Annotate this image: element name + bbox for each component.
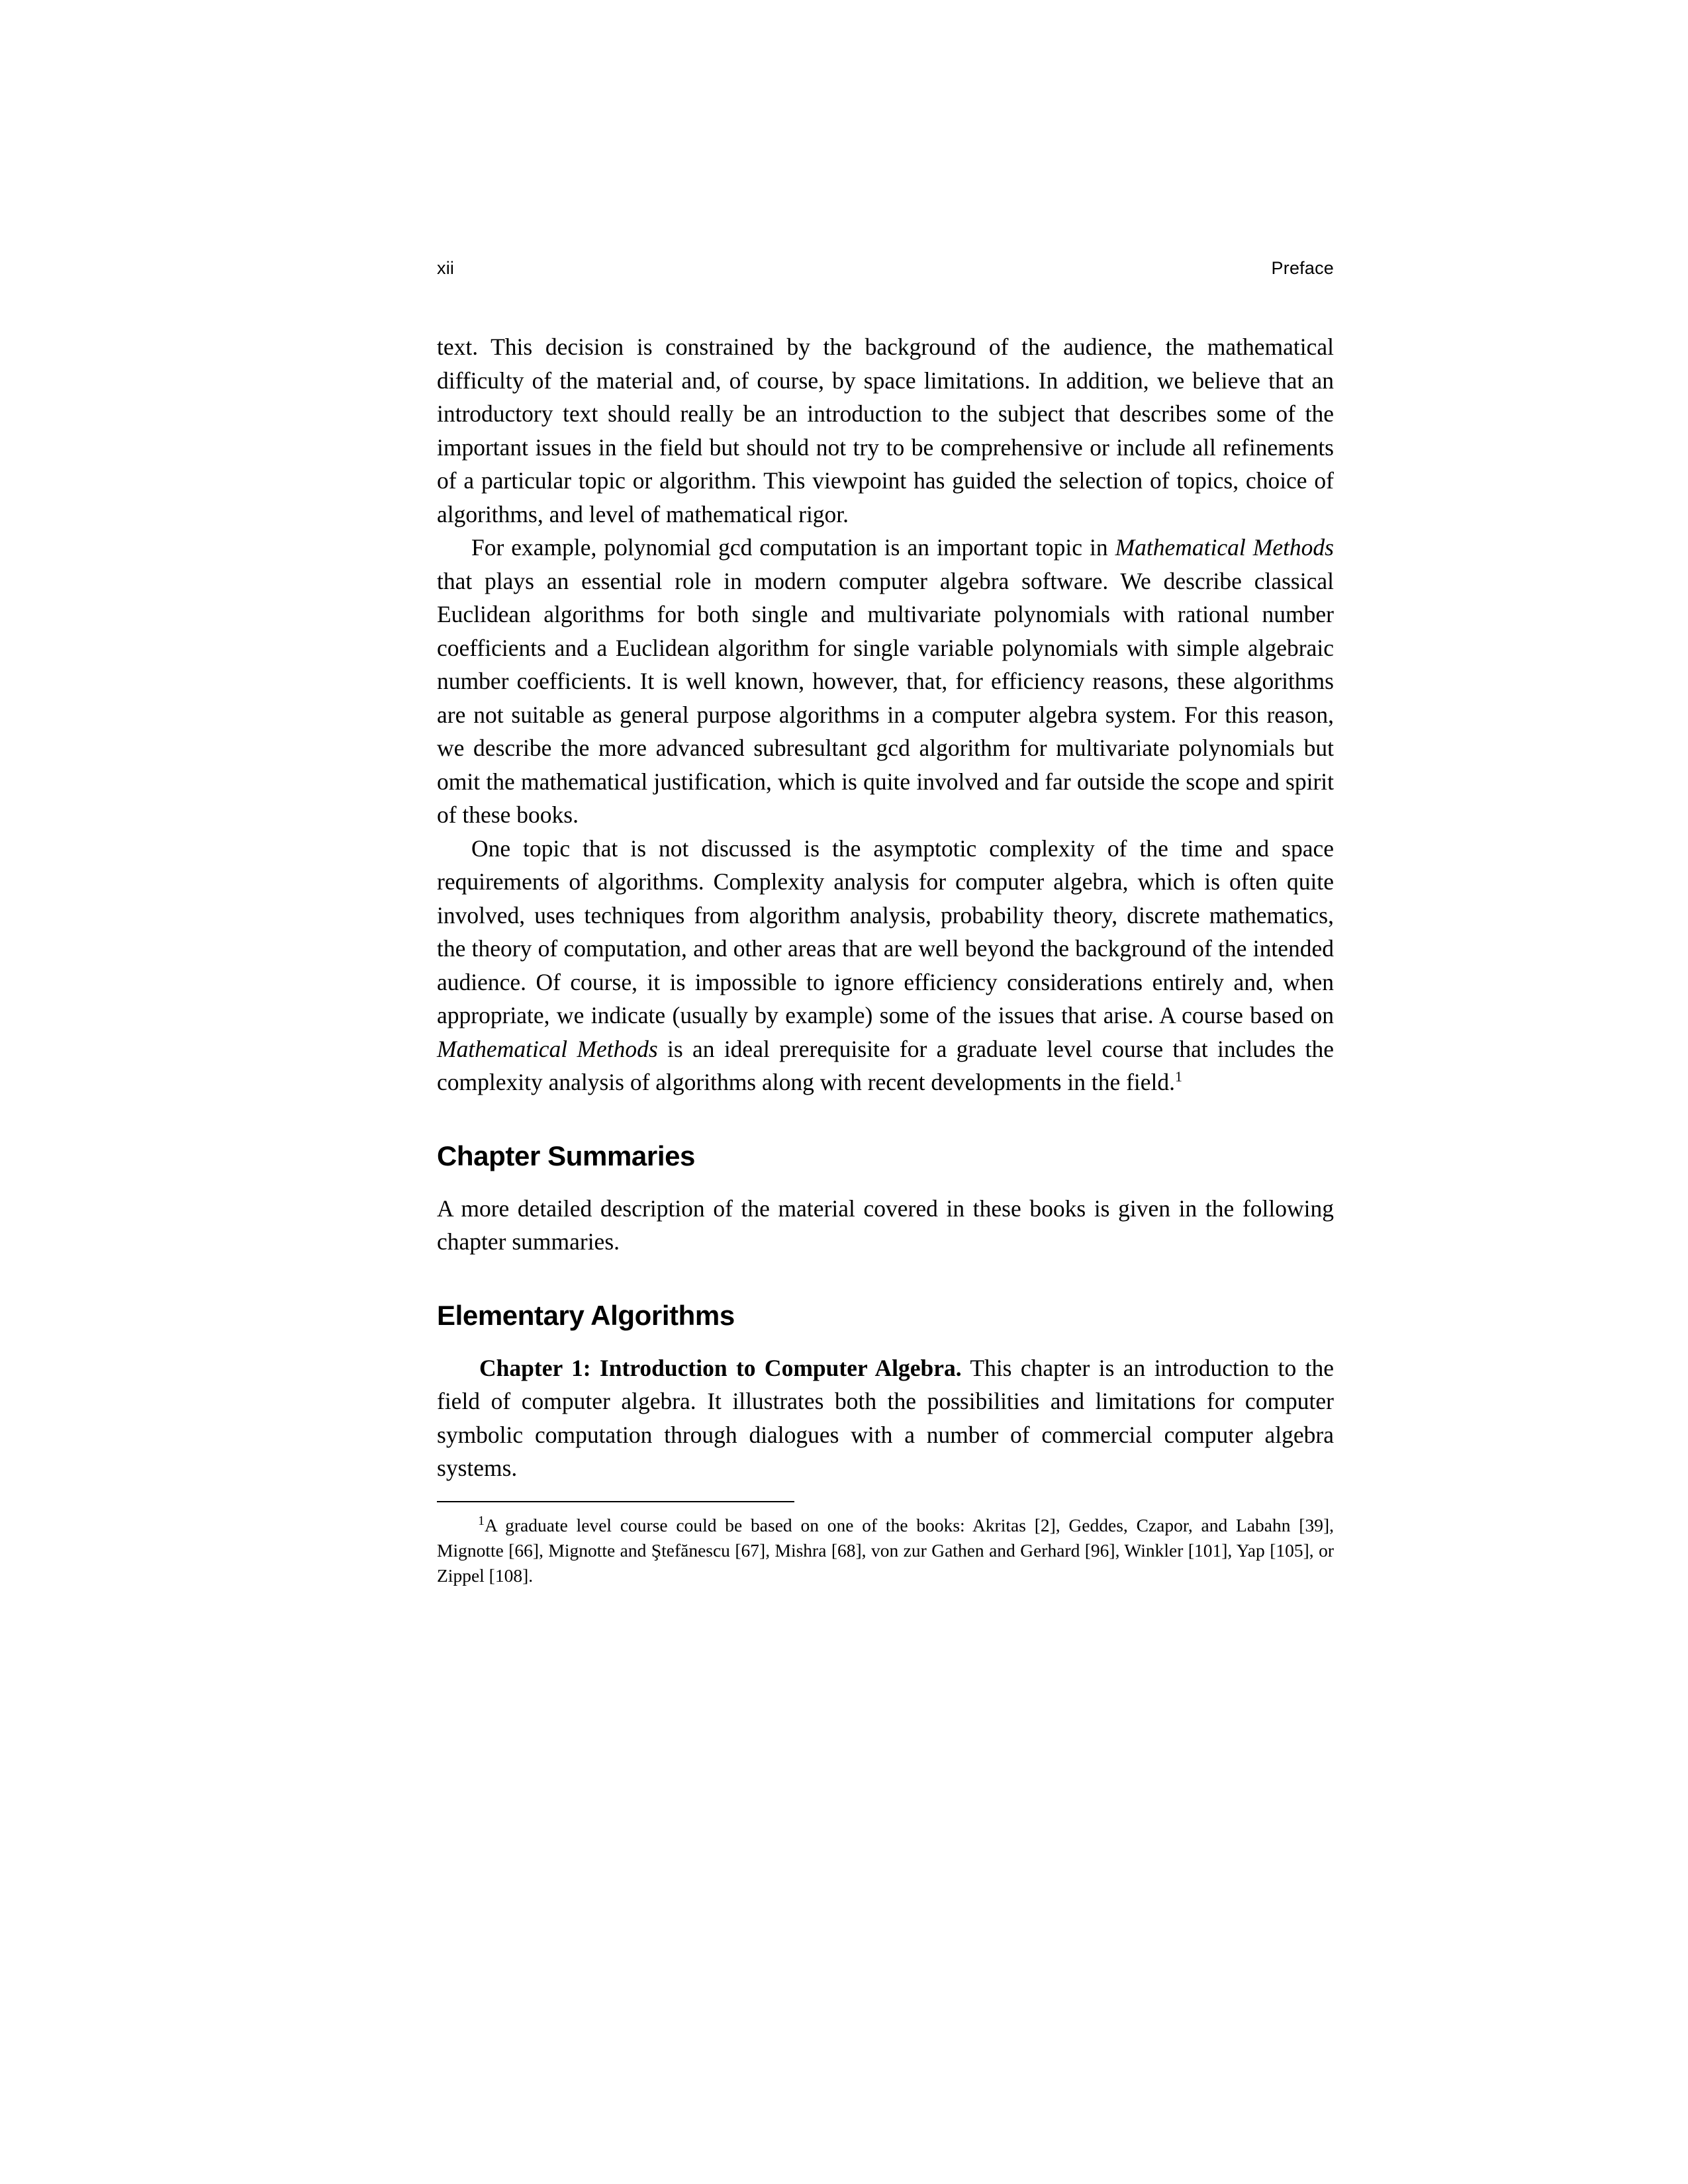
paragraph-3 <box>437 832 1334 1099</box>
footnote-marker: 1 <box>478 1513 485 1528</box>
running-head-title: Preface <box>1271 258 1334 278</box>
paragraph-4: A more detailed description of the material covered in these books is given in the following chapter summaries. <box>437 1195 1334 1255</box>
paragraph-1: text. This decision is constrained by the background of the audience, the mathematical difficulty of the material and, of course, by space limitations. In addition, we believe that an introductory text should really be an introduction to the subject that describes some of the important issues in the field but should not try to be comprehensive or include all refinements of a particular topic or algorithm. This viewpoint has guided the selection of topics, choice of algorithms, and level of mathematical rigor. <box>437 334 1334 527</box>
heading-elementary-algorithms: Elementary Algorithms <box>437 1299 735 1331</box>
book-title-italic-2: Mathematical Methods <box>437 1035 658 1062</box>
heading-chapter-summaries: Chapter Summaries <box>437 1140 696 1171</box>
chapter-1-text: This chapter is an introduction to the field of computer algebra. It illustrates both the possibilities and limitations for computer symbolic computation through dialogues with a number of commercial computer algebra systems. <box>437 1354 1334 1481</box>
paragraph-2 <box>437 531 1334 832</box>
page-content <box>437 258 1334 1588</box>
paragraph-3-part2: is an ideal prerequisite for a graduate level course that includes the complexity analysis of algorithms along with recent developments in the field. <box>437 1035 1334 1095</box>
footnote-text: A graduate level course could be based on one of the books: Akritas [2], Geddes, Czapor, and Labahn [39], Mignotte [66], Mignotte and Ştefănescu [67], Mishra [68], von zur Gathen and Gerhard [96], Winkler [101], Yap [105], or Zippel [108]. <box>437 1514 1334 1586</box>
paragraph-2-part1: For example, polynomial gcd computation is an important topic in <box>471 534 1115 561</box>
chapter-1-entry <box>437 1351 1334 1485</box>
footnote-rule <box>437 1501 794 1502</box>
chapter-1-label: Chapter 1: Introduction to Computer Algebra. <box>479 1354 962 1381</box>
running-head <box>437 258 1334 279</box>
footnote-1 <box>437 1513 1334 1588</box>
footnote-reference: 1 <box>1175 1068 1183 1085</box>
footnote-area <box>437 1501 1334 1588</box>
page-number: xii <box>437 258 455 278</box>
book-title-italic: Mathematical Methods <box>1115 534 1334 561</box>
paragraph-3-part1: One topic that is not discussed is the asymptotic complexity of the time and space requirements of algorithms. Complexity analysis for computer algebra, which is often quite involved, uses techniques from algorithm analysis, probability theory, discrete mathematics, the theory of computation, and other areas that are well beyond the background of the intended audience. Of course, it is impossible to ignore efficiency considerations entirely and, when appropriate, we indicate (usually by example) some of the issues that arise. A course based on <box>437 835 1334 1028</box>
paragraph-2-part2: that plays an essential role in modern computer algebra software. We describe classical Euclidean algorithms for both single and multivariate polynomials with rational number coefficients and a Euclidean algorithm for single variable polynomials with simple algebraic number coefficients. It is well known, however, that, for efficiency reasons, these algorithms are not suitable as general purpose algorithms in a computer algebra system. For this reason, we describe the more advanced subresultant gcd algorithm for multivariate polynomials but omit the mathematical justification, which is quite involved and far outside the scope and spirit of these books. <box>437 567 1334 828</box>
